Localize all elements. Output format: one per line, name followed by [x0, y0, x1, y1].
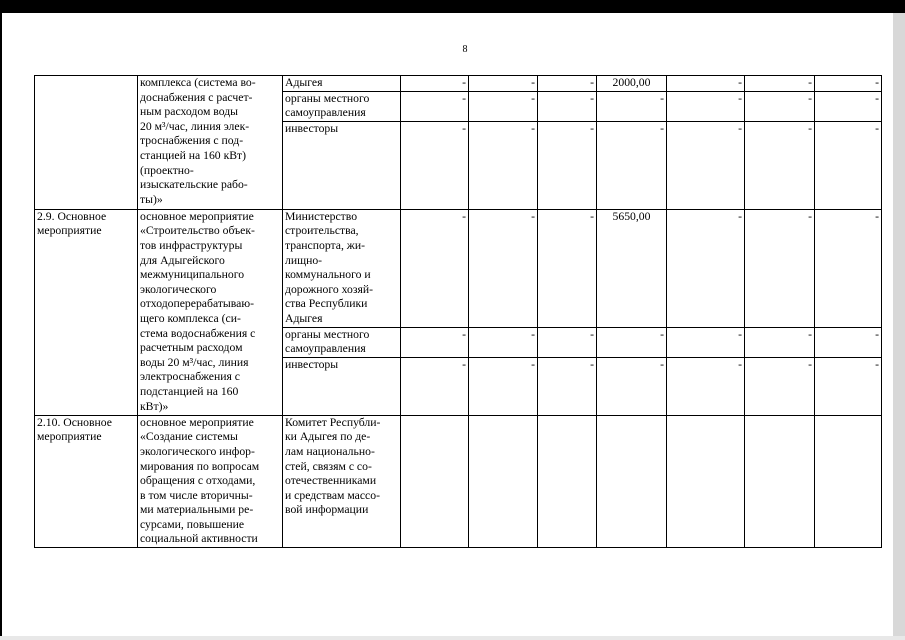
text-line: инвесторы	[285, 121, 339, 135]
scan-border-left	[0, 0, 2, 640]
text-line: мероприятие	[37, 430, 102, 444]
text-line: мирования по вопросам	[140, 459, 260, 473]
text-line: основное мероприятие	[140, 209, 254, 223]
value-cell: -	[401, 121, 469, 209]
value-cell	[401, 415, 469, 547]
text-line: 20 м³/час, линия элек-	[140, 119, 250, 133]
executor-cell	[283, 415, 401, 547]
text-line: для Адыгейского	[140, 253, 225, 267]
value-cell: -	[667, 327, 745, 357]
text-line: щего комплекса (си-	[140, 311, 241, 325]
text-line: ства Республики	[285, 297, 368, 311]
text-line: и средствам массо-	[285, 488, 380, 502]
text-line: электроснабжения с	[140, 370, 240, 384]
value-cell: -	[667, 91, 745, 121]
text-line: воды 20 м³/час, линия	[140, 355, 249, 369]
text-line: ным расходом воды	[140, 105, 239, 119]
text-line: транспорта, жи-	[285, 238, 366, 252]
text-line: подстанцией на 160	[140, 384, 239, 398]
value-cell: -	[745, 76, 815, 92]
value-cell	[667, 415, 745, 547]
value-cell: -	[469, 121, 538, 209]
text-line: Министерство	[285, 209, 358, 223]
text-line: сурсами, повышение	[140, 517, 245, 531]
text-line: ми материальными ре-	[140, 503, 254, 517]
number-cell	[35, 415, 138, 547]
text-line: ки Адыгея по де-	[285, 430, 371, 444]
value-cell: -	[745, 121, 815, 209]
value-cell: -	[401, 357, 469, 415]
scan-border-right	[893, 13, 905, 640]
text-line: экологического инфор-	[140, 444, 255, 458]
value-cell: -	[469, 357, 538, 415]
value-cell: -	[815, 76, 882, 92]
value-cell	[815, 415, 882, 547]
value-cell: -	[469, 91, 538, 121]
value-cell: -	[745, 91, 815, 121]
table-row	[35, 76, 882, 92]
text-line: самоуправления	[285, 106, 366, 120]
event-cell	[138, 415, 283, 547]
text-line: изыскательские рабо-	[140, 178, 248, 192]
value-cell: -	[667, 76, 745, 92]
value-cell	[469, 415, 538, 547]
value-cell: -	[401, 91, 469, 121]
executor-cell	[283, 121, 401, 209]
value-cell: -	[815, 121, 882, 209]
value-cell: -	[538, 91, 597, 121]
scan-border-bottom	[0, 636, 905, 640]
executor-cell	[283, 357, 401, 415]
number-cell	[35, 209, 138, 415]
program-table	[34, 75, 882, 548]
text-line: органы местного	[285, 91, 370, 105]
value-cell: -	[538, 76, 597, 92]
executor-cell	[283, 76, 401, 92]
value-cell: -	[815, 327, 882, 357]
text-line: «Строительство объек-	[140, 224, 255, 238]
page-number: 8	[462, 44, 468, 55]
text-line: стей, связям с со-	[285, 459, 372, 473]
table-row	[35, 209, 882, 327]
value-cell: -	[401, 209, 469, 327]
text-line: самоуправления	[285, 342, 366, 356]
value-cell: -	[667, 209, 745, 327]
text-line: тов инфраструктуры	[140, 238, 243, 252]
scan-border-top	[0, 0, 905, 13]
text-line: Комитет Республи-	[285, 415, 381, 429]
text-line: лам национально-	[285, 444, 375, 458]
text-line: лищно-	[285, 253, 323, 267]
text-line: стема водоснабжения с	[140, 326, 256, 340]
text-line: отходоперерабатываю-	[140, 297, 254, 311]
event-cell	[138, 209, 283, 415]
text-line: основное мероприятие	[140, 415, 254, 429]
value-cell: -	[469, 76, 538, 92]
value-cell: -	[401, 327, 469, 357]
value-cell: -	[815, 357, 882, 415]
executor-cell	[283, 327, 401, 357]
value-cell: -	[469, 209, 538, 327]
text-line: 2.10. Основное	[37, 415, 112, 429]
value-cell: -	[538, 209, 597, 327]
text-line: межмуниципального	[140, 268, 245, 282]
value-cell: -	[469, 327, 538, 357]
text-line: (проектно-	[140, 163, 194, 177]
value-cell: -	[401, 76, 469, 92]
value-cell	[597, 415, 667, 547]
value-cell: -	[667, 121, 745, 209]
value-cell: -	[667, 357, 745, 415]
value-cell	[538, 415, 597, 547]
text-line: органы местного	[285, 327, 370, 341]
number-cell	[35, 76, 138, 210]
text-line: «Создание системы	[140, 430, 238, 444]
value-cell: -	[538, 327, 597, 357]
value-cell	[745, 415, 815, 547]
text-line: обращения с отходами,	[140, 474, 256, 488]
text-line: кВт)»	[140, 399, 169, 413]
value-cell: -	[597, 357, 667, 415]
value-cell: -	[745, 209, 815, 327]
text-line: троснабжения с под-	[140, 134, 244, 148]
text-line: дорожного хозяй-	[285, 282, 374, 296]
text-line: социальной активности	[140, 532, 258, 546]
text-line: доснабжения с расчет-	[140, 90, 253, 104]
text-line: ты)»	[140, 192, 163, 206]
text-line: строительства,	[285, 224, 359, 238]
executor-cell	[283, 209, 401, 327]
text-line: отечественниками	[285, 474, 377, 488]
text-line: станцией на 160 кВт)	[140, 148, 247, 162]
value-cell: -	[745, 357, 815, 415]
value-cell: 2000,00	[597, 76, 667, 92]
event-cell	[138, 76, 283, 210]
value-cell: -	[815, 209, 882, 327]
value-cell: 5650,00	[597, 209, 667, 327]
text-line: Адыгея	[285, 76, 323, 89]
value-cell: -	[815, 91, 882, 121]
table-row	[35, 415, 882, 547]
text-line: расчетным расходом	[140, 341, 243, 355]
value-cell: -	[538, 121, 597, 209]
value-cell: -	[597, 91, 667, 121]
value-cell: -	[597, 121, 667, 209]
text-line: инвесторы	[285, 357, 339, 371]
text-line: в том числе вторичны-	[140, 488, 253, 502]
text-line: 2.9. Основное	[37, 209, 107, 223]
text-line: вой информации	[285, 503, 369, 517]
value-cell: -	[597, 327, 667, 357]
value-cell: -	[745, 327, 815, 357]
text-line: экологического	[140, 282, 217, 296]
text-line: Адыгея	[285, 311, 323, 325]
executor-cell	[283, 91, 401, 121]
text-line: коммунального и	[285, 268, 371, 282]
text-line: мероприятие	[37, 224, 102, 238]
value-cell: -	[538, 357, 597, 415]
text-line: комплекса (система во-	[140, 76, 256, 89]
